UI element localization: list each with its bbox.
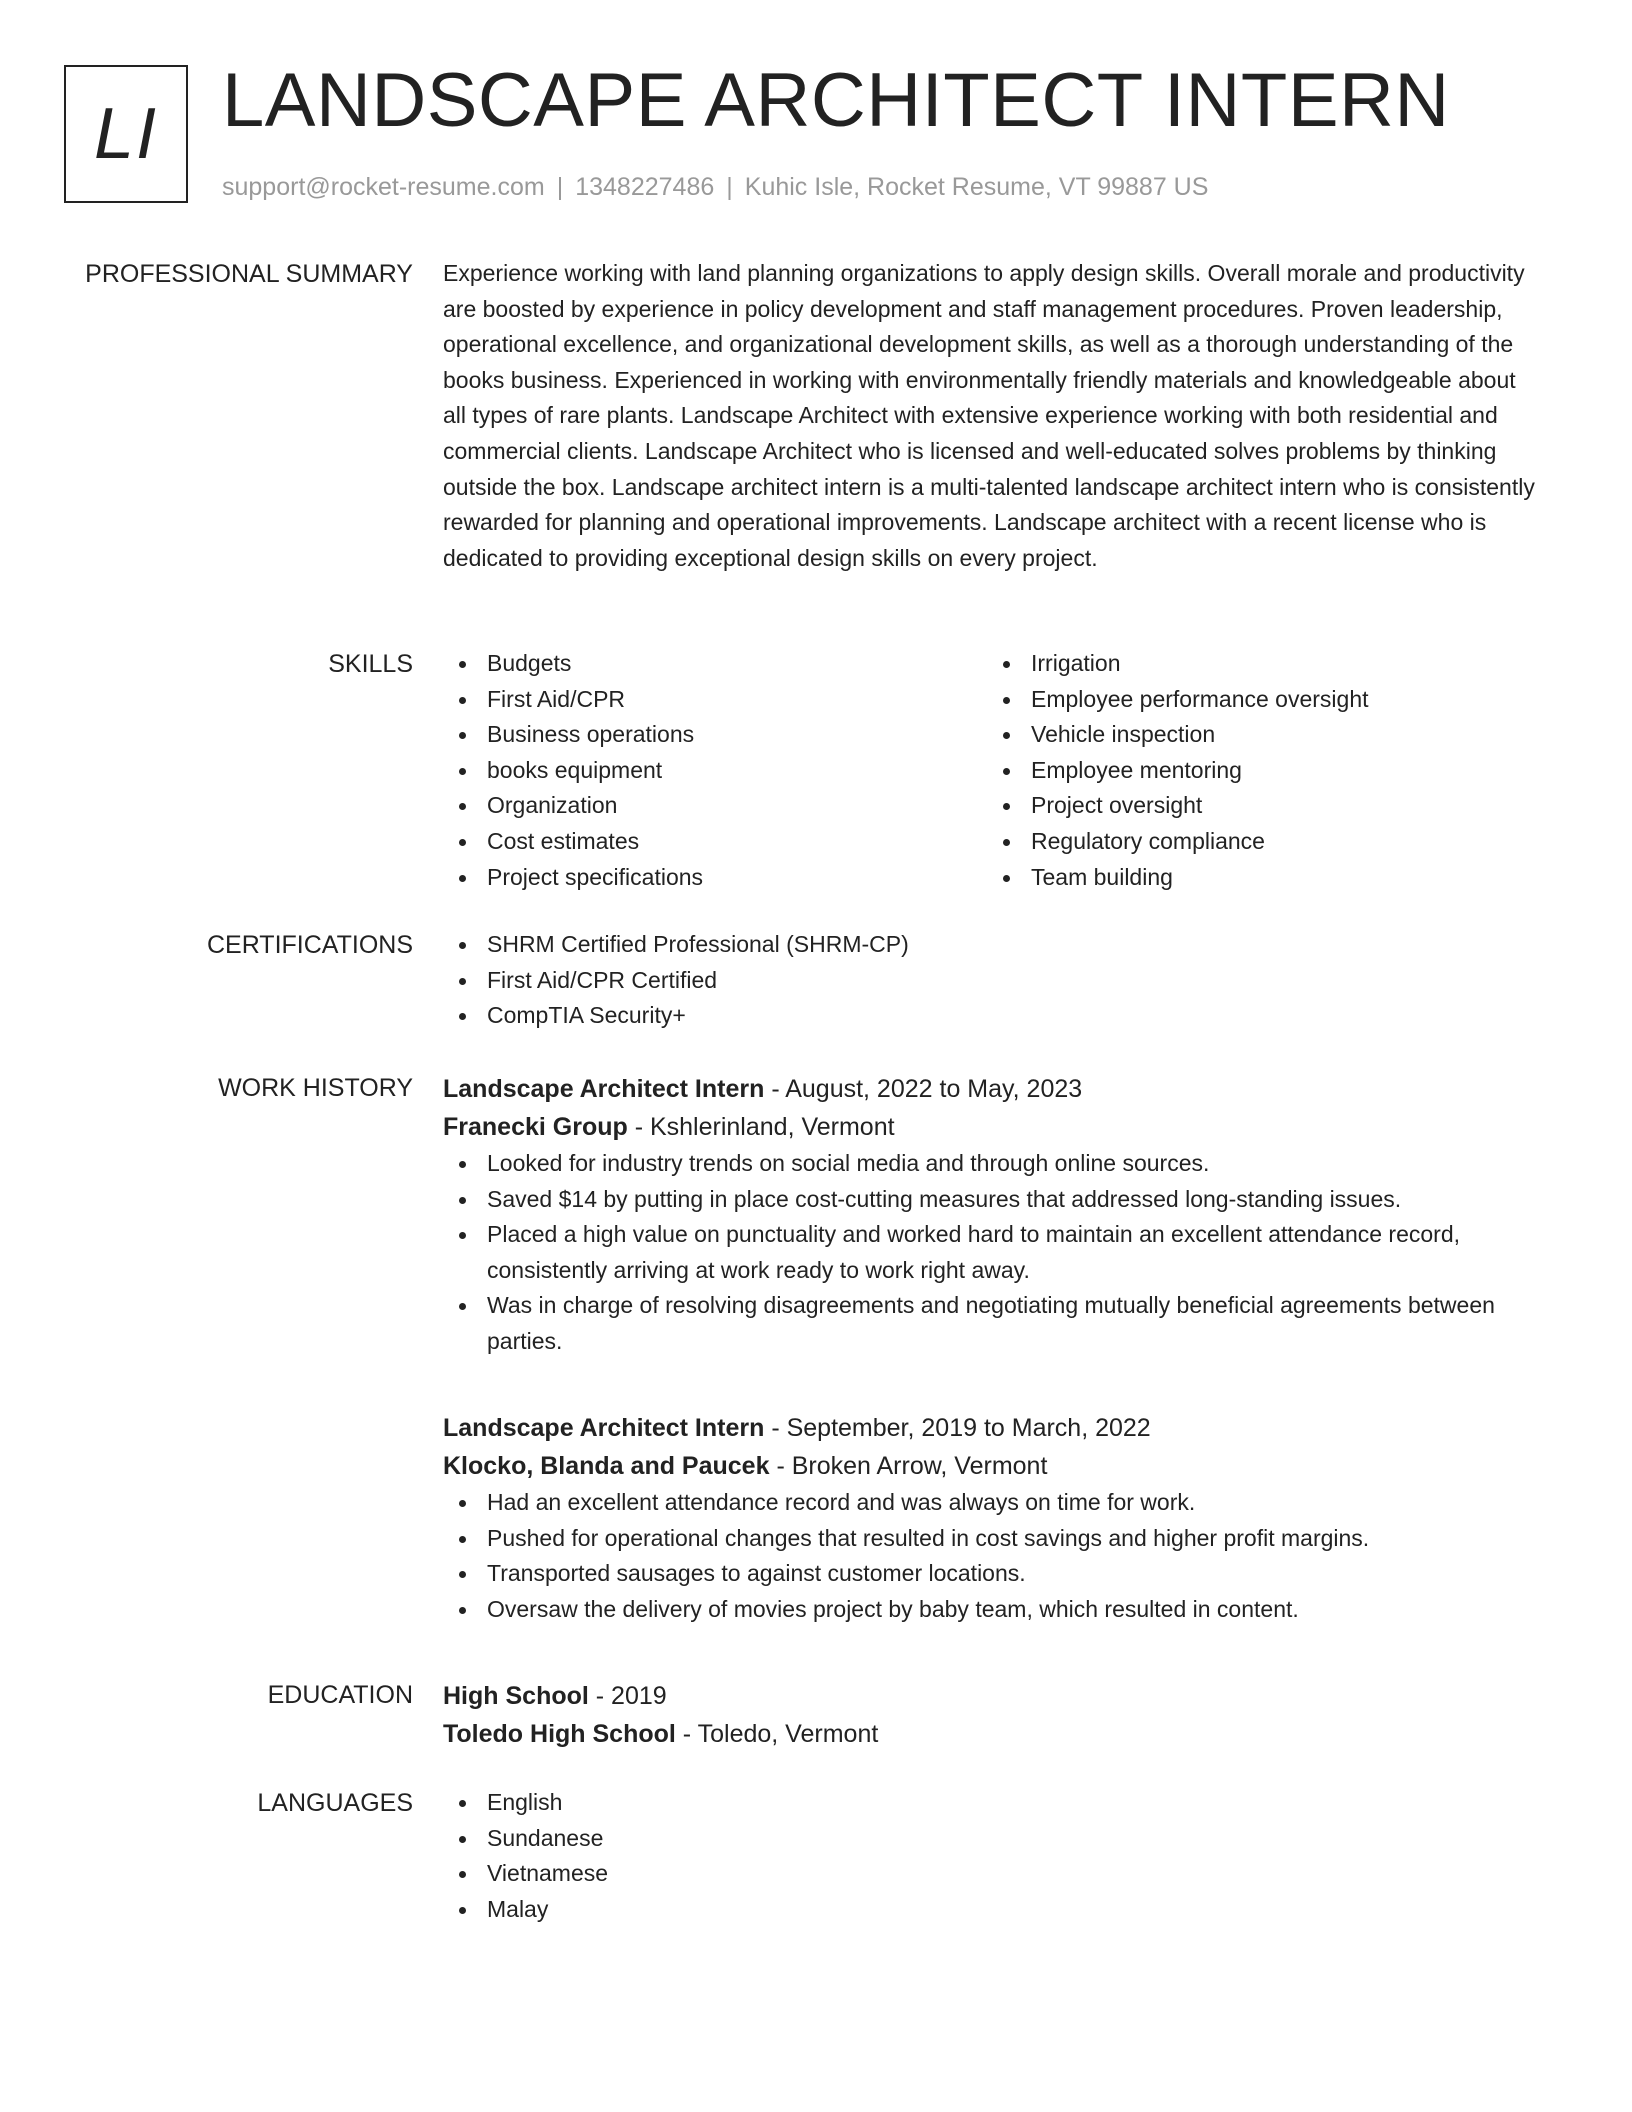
- resume-header: [64, 58, 1584, 215]
- list-item: First Aid/CPR: [443, 682, 987, 718]
- skills-grid: [443, 646, 1563, 895]
- education-content: [443, 1677, 1563, 1753]
- contact-phone[interactable]: 1348227486: [575, 173, 715, 201]
- list-item: Sundanese: [443, 1821, 1563, 1857]
- list-item: Project oversight: [987, 788, 1531, 824]
- section-label-work-history: WORK HISTORY: [218, 1074, 413, 1102]
- list-item: Cost estimates: [443, 824, 987, 860]
- work-content-2: [443, 1409, 1563, 1627]
- contact-line: [222, 173, 1208, 202]
- job-company-line: [443, 1447, 1563, 1485]
- skills-content: [443, 646, 1563, 895]
- job-dates: - September, 2019 to March, 2022: [764, 1414, 1151, 1442]
- job-entry: [443, 1409, 1563, 1627]
- list-item: Malay: [443, 1892, 1563, 1928]
- job-title-line: [443, 1409, 1563, 1447]
- job-entry: [443, 1070, 1563, 1360]
- education-year: - 2019: [588, 1682, 667, 1710]
- list-item: Saved $14 by putting in place cost-cutting measures that addressed long-standing issues.: [443, 1182, 1563, 1218]
- list-item: Irrigation: [987, 646, 1531, 682]
- monogram-badge: LI: [64, 65, 188, 203]
- certifications-content: [443, 927, 1563, 1034]
- list-item: Vietnamese: [443, 1856, 1563, 1892]
- summary-text: Experience working with land planning organizations to apply design skills. Overall morale and productivity are boosted by experience in policy development and staff management procedures. Proven leadership, operational excellence, and organizational development skills, as well as a thorough understanding of the books business. Experienced in working with environmentally friendly materials and knowledgeable about all types of rare plants. Landscape Architect with extensive experience working with both residential and commercial clients. Landscape Architect who is licensed and well-educated solves problems by thinking outside the box. Landscape architect intern is a multi-talented landscape architect intern who is consistently rewarded for planning and operational improvements. Landscape architect with a recent license who is dedicated to providing exceptional design skills on every project.: [443, 260, 1535, 571]
- list-item: CompTIA Security+: [443, 998, 1563, 1034]
- list-item: Looked for industry trends on social media and through online sources.: [443, 1146, 1563, 1182]
- languages-content: [443, 1785, 1563, 1927]
- list-item: Team building: [987, 860, 1531, 896]
- education-school-line: [443, 1715, 1563, 1753]
- job-location: - Broken Arrow, Vermont: [769, 1452, 1048, 1480]
- languages-list: [443, 1785, 1563, 1927]
- contact-separator: |: [556, 173, 564, 201]
- list-item: Was in charge of resolving disagreements and negotiating mutually beneficial agreements between parties.: [443, 1288, 1563, 1359]
- contact-email[interactable]: support@rocket-resume.com: [222, 173, 545, 201]
- page-title: LANDSCAPE ARCHITECT INTERN: [222, 58, 1450, 143]
- section-label-certifications: CERTIFICATIONS: [206, 931, 413, 959]
- list-item: Organization: [443, 788, 987, 824]
- contact-address: Kuhic Isle, Rocket Resume, VT 99887 US: [744, 173, 1209, 201]
- work-content: [443, 1070, 1563, 1360]
- list-item: Employee performance oversight: [987, 682, 1531, 718]
- list-item: Regulatory compliance: [987, 824, 1531, 860]
- list-item: Had an excellent attendance record and was always on time for work.: [443, 1485, 1563, 1521]
- job-bullets: [443, 1485, 1563, 1627]
- education-degree-line: [443, 1677, 1563, 1715]
- summary-content: [443, 256, 1543, 576]
- list-item: Oversaw the delivery of movies project by baby team, which resulted in content.: [443, 1592, 1563, 1628]
- list-item: Project specifications: [443, 860, 987, 896]
- list-item: SHRM Certified Professional (SHRM-CP): [443, 927, 1563, 963]
- list-item: English: [443, 1785, 1563, 1821]
- list-item: Transported sausages to against customer locations.: [443, 1556, 1563, 1592]
- education-school: Toledo High School: [443, 1720, 676, 1748]
- section-label-summary: PROFESSIONAL SUMMARY: [85, 260, 413, 288]
- job-title-line: [443, 1070, 1563, 1108]
- job-title: Landscape Architect Intern: [443, 1075, 765, 1103]
- list-item: Budgets: [443, 646, 987, 682]
- skills-list-left: [443, 646, 987, 895]
- list-item: Pushed for operational changes that resulted in cost savings and higher profit margins.: [443, 1521, 1563, 1557]
- list-item: First Aid/CPR Certified: [443, 963, 1563, 999]
- job-company: Klocko, Blanda and Paucek: [443, 1452, 770, 1480]
- certifications-list: [443, 927, 1563, 1034]
- job-title: Landscape Architect Intern: [443, 1414, 765, 1442]
- job-location: - Kshlerinland, Vermont: [627, 1113, 895, 1141]
- section-label-languages: LANGUAGES: [257, 1789, 413, 1817]
- education-degree: High School: [443, 1682, 589, 1710]
- section-label-skills: SKILLS: [328, 650, 413, 678]
- section-label-education: EDUCATION: [267, 1681, 413, 1709]
- list-item: books equipment: [443, 753, 987, 789]
- list-item: Vehicle inspection: [987, 717, 1531, 753]
- list-item: Business operations: [443, 717, 987, 753]
- education-location: - Toledo, Vermont: [675, 1720, 879, 1748]
- job-dates: - August, 2022 to May, 2023: [764, 1075, 1083, 1103]
- job-company-line: [443, 1108, 1563, 1146]
- job-bullets: [443, 1146, 1563, 1360]
- contact-separator: |: [726, 173, 733, 201]
- skills-list-right: [987, 646, 1531, 895]
- list-item: Placed a high value on punctuality and worked hard to maintain an excellent attendance record, consistently arriving at work ready to work right away.: [443, 1217, 1563, 1288]
- list-item: Employee mentoring: [987, 753, 1531, 789]
- job-company: Franecki Group: [443, 1113, 628, 1141]
